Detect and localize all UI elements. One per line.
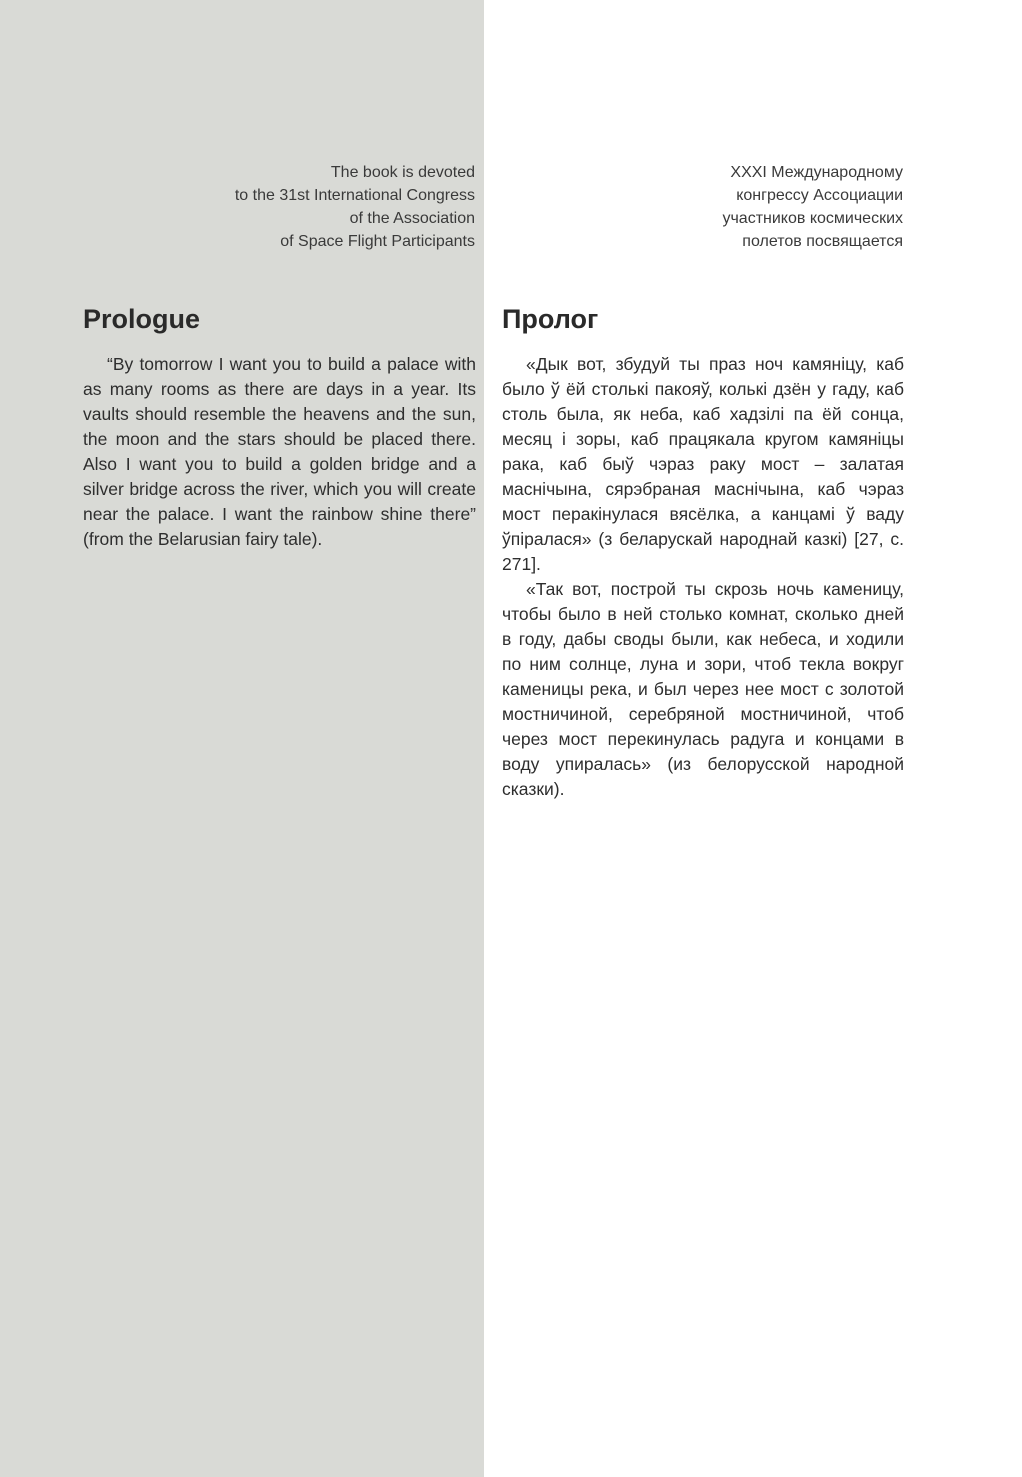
dedication-line: XXXI Международному [730, 164, 903, 181]
dedication-russian [603, 161, 903, 253]
dedication-line: участников космических [722, 210, 903, 227]
prologue-paragraph: «Дык вот, збудуй ты праз ноч камяніцу, каб было ў ёй столькі пакояў, колькі дзён у гаду, каб столь была, як неба, каб хадзілі па ёй сонца, месяц і зоры, каб працякала кругом камяніцы рака, каб быў чэраз раку мост – залатая маснічына, сярэбраная маснічына, каб чэраз мост перакінулася вясёлка, а канцамі ў ваду ўпіралася» (з беларускай народнай казкі) [27, с. 271]. [502, 354, 904, 574]
dedication-line: полетов посвящается [742, 233, 903, 250]
prologue-paragraph: “By tomorrow I want you to build a palace with as many rooms as there are days in a year. Its vaults should resemble the heavens and the sun, the moon and the stars should be placed there. Also I want you to build a golden bridge and a silver bridge across the river, which you will create near the palace. I want the rainbow shine there” (from the Belarusian fairy tale). [83, 354, 476, 549]
dedication-line: to the 31st International Congress [234, 187, 475, 204]
prologue-heading-russian: Пролог [502, 304, 599, 334]
prologue-text-russian [502, 352, 904, 802]
dedication-line: of the Association [349, 210, 475, 227]
prologue-text-english [83, 352, 476, 552]
dedication-line: The book is devoted [330, 164, 475, 181]
prologue-paragraph: «Так вот, построй ты скрозь ночь каменицу, чтобы было в ней столько комнат, сколько дней в году, дабы своды были, как небеса, и ходили по ним солнце, луна и зори, чтоб текла вокруг каменицы река, и был через нее мост с золотой мостничиной, серебряной мостничиной, чтоб через мост перекинулась радуга и концами в воду упиралась» (из белорусской народной сказки). [502, 579, 904, 799]
dedication-english [175, 161, 475, 253]
prologue-heading-english: Prologue [83, 304, 201, 334]
dedication-line: of Space Flight Participants [280, 233, 475, 250]
dedication-line: конгрессу Ассоциации [736, 187, 903, 204]
